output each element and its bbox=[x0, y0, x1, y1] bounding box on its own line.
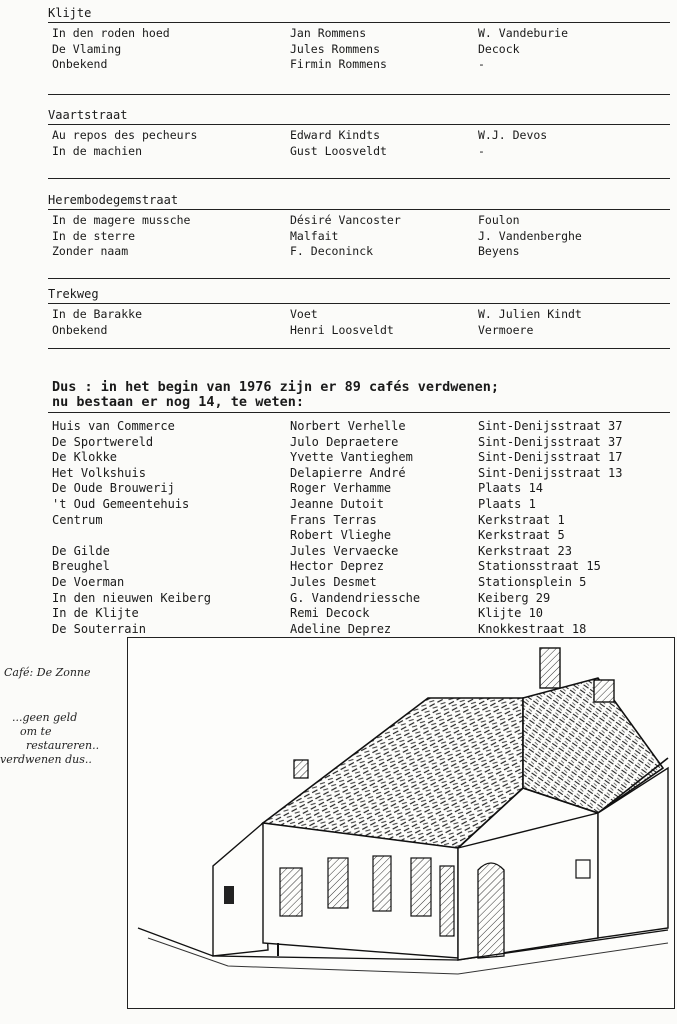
brewer-name: W. Vandeburie bbox=[478, 26, 569, 40]
owner-name: Jan Rommens bbox=[290, 26, 367, 40]
list-item bbox=[48, 559, 670, 575]
address: Stationsplein 5 bbox=[478, 574, 587, 589]
cafe-name: In de machien bbox=[52, 143, 143, 158]
address: Kerkstraat 5 bbox=[478, 528, 565, 543]
owner-name: Malfait bbox=[290, 228, 339, 243]
summary-text bbox=[52, 380, 499, 410]
cafe-name: De Voerman bbox=[52, 574, 125, 589]
owner-name: Adeline Deprez bbox=[290, 621, 392, 636]
owner-name: G. Vandendriessche bbox=[290, 590, 421, 605]
list-item bbox=[48, 450, 670, 466]
owner-name: Norbert Verhelle bbox=[290, 419, 406, 433]
owner-name: Hector Deprez bbox=[290, 559, 384, 574]
table-row bbox=[48, 323, 670, 339]
cafe-name: In den nieuwen Keiberg bbox=[52, 590, 211, 605]
owner-name: Firmin Rommens bbox=[290, 57, 387, 71]
cafe-building-illustration bbox=[128, 638, 675, 1009]
cafe-name: De Vlaming bbox=[52, 41, 122, 56]
owner-name: Robert Vlieghe bbox=[290, 528, 392, 543]
section-vaartstraat bbox=[48, 108, 670, 159]
address: Plaats 14 bbox=[478, 481, 544, 496]
table-row bbox=[48, 144, 670, 160]
address: Sint-Denijsstraat 13 bbox=[478, 465, 623, 480]
cafe-name: 't Oud Gemeentehuis bbox=[52, 496, 190, 511]
brewer-name: J. Vandenberghe bbox=[478, 228, 582, 243]
list-item bbox=[48, 513, 670, 529]
divider bbox=[48, 124, 670, 125]
divider bbox=[48, 178, 670, 179]
summary-line: Dus : in het begin van 1976 zijn er 89 cafés verdwenen; bbox=[52, 379, 500, 395]
section-klijte bbox=[48, 6, 670, 73]
section-trekweg bbox=[48, 287, 670, 338]
divider bbox=[48, 278, 670, 279]
caption-line: ...geen geld bbox=[12, 711, 78, 724]
cafe-name: De Sportwereld bbox=[52, 434, 154, 449]
address: Klijte 10 bbox=[478, 606, 544, 621]
table-row bbox=[48, 42, 670, 58]
address: Sint-Denijsstraat 37 bbox=[478, 434, 623, 449]
section-herembodegemstraat bbox=[48, 193, 670, 260]
table-row bbox=[48, 26, 670, 42]
divider bbox=[48, 412, 670, 413]
brewer-name: Beyens bbox=[478, 244, 520, 258]
list-item bbox=[48, 591, 670, 607]
brewer-name: W. Julien Kindt bbox=[478, 307, 582, 321]
owner-name: Roger Verhamme bbox=[290, 481, 392, 496]
cafe-name: Au repos des pecheurs bbox=[52, 128, 198, 142]
cafe-name: De Klokke bbox=[52, 450, 118, 465]
table-row bbox=[48, 128, 670, 144]
cafe-name: Breughel bbox=[52, 559, 110, 574]
brewer-name: Decock bbox=[478, 41, 520, 56]
list-item bbox=[48, 528, 670, 544]
caption-line: restaureren.. bbox=[26, 739, 100, 752]
cafe-name: In de Klijte bbox=[52, 606, 139, 621]
cafe-name: De Souterrain bbox=[52, 621, 146, 636]
owner-name: Gust Loosveldt bbox=[290, 143, 387, 158]
divider bbox=[48, 348, 670, 349]
cafe-name: Centrum bbox=[52, 512, 103, 527]
cafe-name: De Oude Brouwerij bbox=[52, 481, 175, 496]
table-row bbox=[48, 213, 670, 229]
list-item bbox=[48, 575, 670, 591]
cafe-name: Het Volkshuis bbox=[52, 465, 146, 480]
brewer-name: W.J. Devos bbox=[478, 128, 548, 142]
address: Knokkestraat 18 bbox=[478, 621, 587, 636]
list-item bbox=[48, 481, 670, 497]
brewer-name: - bbox=[478, 143, 485, 158]
cafe-name: In de magere mussche bbox=[52, 213, 191, 227]
illustration-frame bbox=[127, 637, 675, 1009]
section-title: Vaartstraat bbox=[48, 108, 128, 122]
owner-name: Remi Decock bbox=[290, 606, 370, 621]
caption-line: om te bbox=[20, 725, 52, 738]
owner-name: Henri Loosveldt bbox=[290, 322, 394, 337]
list-item bbox=[48, 466, 670, 482]
address: Sint-Denijsstraat 17 bbox=[478, 450, 623, 465]
list-item bbox=[48, 544, 670, 560]
cafe-name: Onbekend bbox=[52, 322, 108, 337]
summary-line: nu bestaan er nog 14, te weten: bbox=[52, 394, 304, 410]
brewer-name: - bbox=[478, 57, 485, 71]
cafe-name: In de sterre bbox=[52, 228, 136, 243]
brewer-name: Vermoere bbox=[478, 322, 534, 337]
divider bbox=[48, 94, 670, 95]
list-item bbox=[48, 419, 670, 435]
owner-name: Jules Vervaecke bbox=[290, 543, 399, 558]
table-row bbox=[48, 57, 670, 73]
owner-name: Jules Desmet bbox=[290, 574, 377, 589]
brewer-name: Foulon bbox=[478, 213, 520, 227]
owner-name: Delapierre André bbox=[290, 465, 406, 480]
divider bbox=[48, 303, 670, 304]
owner-name: Voet bbox=[290, 307, 318, 321]
address: Kerkstraat 1 bbox=[478, 512, 565, 527]
owner-name: Jules Rommens bbox=[290, 41, 381, 56]
cafe-name: In den roden hoed bbox=[52, 26, 170, 40]
owner-name: Edward Kindts bbox=[290, 128, 381, 142]
owner-name: Désiré Vancoster bbox=[290, 213, 401, 227]
cafe-name: In de Barakke bbox=[52, 307, 143, 321]
caption-title: Café: De Zonne bbox=[4, 666, 91, 679]
cafe-name: De Gilde bbox=[52, 543, 110, 558]
list-item bbox=[48, 606, 670, 622]
address: Keiberg 29 bbox=[478, 590, 551, 605]
owner-name: Yvette Vantieghem bbox=[290, 450, 413, 465]
address: Plaats 1 bbox=[478, 496, 536, 511]
section-title: Herembodegemstraat bbox=[48, 193, 179, 207]
section-title: Trekweg bbox=[48, 287, 99, 301]
divider bbox=[48, 22, 670, 23]
divider bbox=[48, 209, 670, 210]
address: Stationsstraat 15 bbox=[478, 559, 601, 574]
address: Kerkstraat 23 bbox=[478, 543, 572, 558]
owner-name: Frans Terras bbox=[290, 512, 377, 527]
table-row bbox=[48, 244, 670, 260]
section-title: Klijte bbox=[48, 6, 92, 20]
cafe-name: Onbekend bbox=[52, 57, 108, 71]
table-row bbox=[48, 229, 670, 245]
owner-name: Julo Depraetere bbox=[290, 434, 399, 449]
owner-name: Jeanne Dutoit bbox=[290, 496, 384, 511]
list-item bbox=[48, 435, 670, 451]
current-cafes-list bbox=[48, 419, 670, 637]
cafe-name: Huis van Commerce bbox=[52, 419, 175, 433]
caption-line: verdwenen dus.. bbox=[0, 753, 92, 766]
owner-name: F. Deconinck bbox=[290, 244, 374, 258]
address: Sint-Denijsstraat 37 bbox=[478, 419, 623, 433]
list-item bbox=[48, 622, 670, 638]
list-item bbox=[48, 497, 670, 513]
cafe-name: Zonder naam bbox=[52, 244, 129, 258]
table-row bbox=[48, 307, 670, 323]
